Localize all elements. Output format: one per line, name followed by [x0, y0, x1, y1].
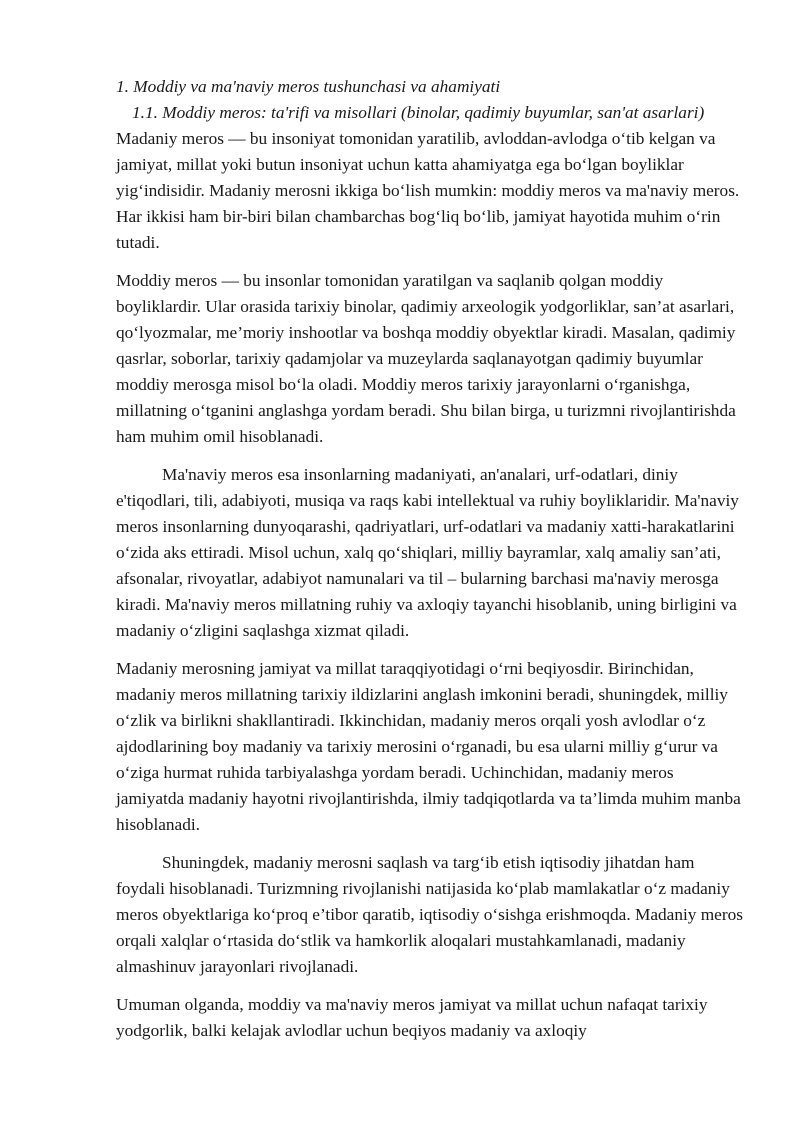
paragraph-cultural-heritage-intro: Madaniy meros — bu insoniyat tomonidan yaratilib, avloddan-avlodga o‘tib kelgan va jamiyat, millat yoki butun insoniyat uchun katta ahamiyatga ega bo‘lgan boyliklar yig‘indisidir. Madaniy merosni ikkiga bo‘lish mumkin: moddiy meros va ma'naviy meros. Har ikkisi ham bir-biri bilan chambarchas bog‘liq bo‘lib, jamiyat hayotida muhim o‘rin tutadi.	[116, 129, 740, 252]
paragraph-economic-benefit: Shuningdek, madaniy merosni saqlash va targ‘ib etish iqtisodiy jihatdan ham foydali hisoblanadi. Turizmning rivojlanishi natijasida ko‘plab mamlakatlar o‘z madaniy meros obyektlariga ko‘proq e’tibor qaratib, iqtisodiy o‘sishga erishmoqda. Madaniy meros orqali xalqlar o‘rtasida do‘stlik va hamkorlik aloqalari mustahkamlanadi, madaniy almashinuv jarayonlari rivojlanadi.	[116, 853, 743, 976]
paragraph-conclusion: Umuman olganda, moddiy va ma'naviy meros jamiyat va millat uchun nafaqat tarixiy yodgorlik, balki kelajak avlodlar uchun beqiyos madaniy va axloqiy	[116, 995, 708, 1040]
paragraph-material-heritage: Moddiy meros — bu insonlar tomonidan yaratilgan va saqlanib qolgan moddiy boyliklardir. Ular orasida tarixiy binolar, qadimiy arxeologik yodgorliklar, san’at asarlari, qo‘lyozmalar, me’moriy inshootlar va boshqa moddiy obyektlar kiradi. Masalan, qadimiy qasrlar, soborlar, tarixiy qadamjolar va muzeylarda saqlanayotgan qadimiy buyumlar moddiy merosga misol bo‘la oladi. Moddiy meros tarixiy jarayonlarni o‘rganishga, millatning o‘tganini anglashga yordam beradi. Shu bilan birga, u turizmni rivojlantirishda ham muhim omil hisoblanadi.	[116, 271, 736, 446]
paragraph-heritage-role: Madaniy merosning jamiyat va millat taraqqiyotidagi o‘rni beqiyosdir. Birinchidan, madaniy meros millatning tarixiy ildizlarini anglash imkonini beradi, shuningdek, milliy o‘zlik va birlikni shakllantiradi. Ikkinchidan, madaniy meros orqali yosh avlodlar o‘z ajdodlarining boy madaniy va tarixiy merosini o‘rganadi, bu esa ularni milliy g‘urur va o‘ziga hurmat ruhida tarbiyalashga yordam beradi. Uchinchidan, madaniy meros jamiyatda madaniy hayotni rivojlantirishda, ilmiy tadqiqotlarda va ta’limda muhim manba hisoblanadi.	[116, 659, 741, 834]
document-page	[116, 74, 746, 1056]
subsection-heading: 1.1. Moddiy meros: ta'rifi va misollari (binolar, qadimiy buyumlar, san'at asarlari)	[132, 103, 705, 122]
paragraph-spiritual-heritage: Ma'naviy meros esa insonlarning madaniyati, an'analari, urf-odatlari, diniy e'tiqodlari, tili, adabiyoti, musiqa va raqs kabi intellektual va ruhiy boyliklaridir. Ma'naviy meros insonlarning dunyoqarashi, qadriyatlari, urf-odatlari va madaniy xatti-harakatlarini o‘zida aks ettiradi. Misol uchun, xalq qo‘shiqlari, milliy bayramlar, xalq amaliy san’ati, afsonalar, rivoyatlar, adabiyot namunalari va til – bularning barchasi ma'naviy merosga kiradi. Ma'naviy meros millatning ruhiy va axloqiy tayanchi hisoblanib, uning birligini va madaniy o‘zligini saqlashga xizmat qiladi.	[116, 465, 739, 640]
section-heading: 1. Moddiy va ma'naviy meros tushunchasi va ahamiyati	[116, 77, 501, 96]
